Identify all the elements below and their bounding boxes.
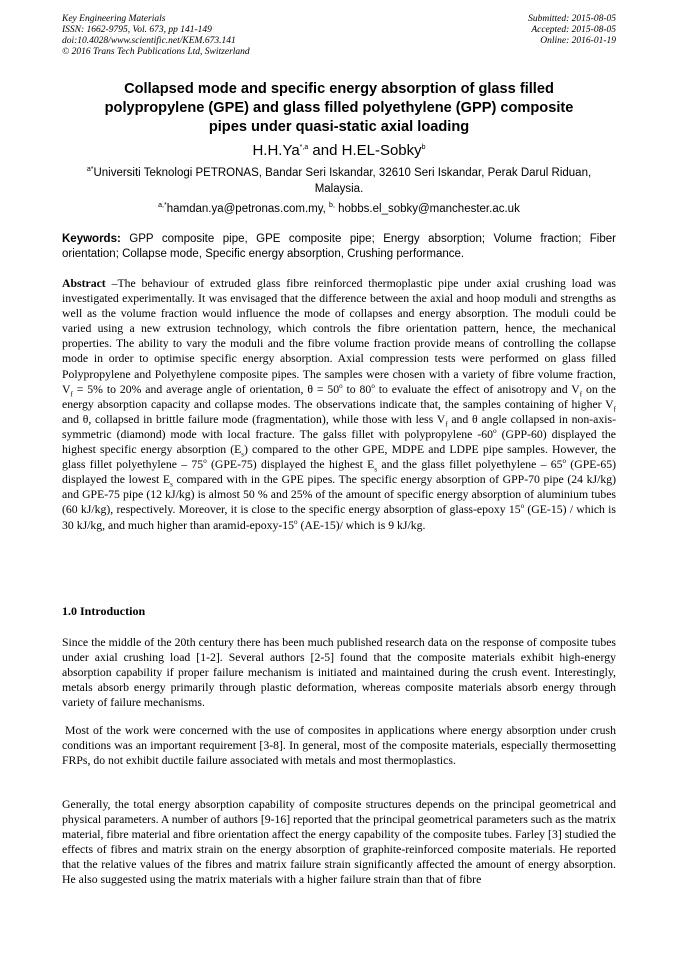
issn: ISSN: 1662-9795, Vol. 673, pp 141-149 (62, 25, 212, 35)
abstract-text: (GPE-65) displayed the lowest E (62, 458, 616, 487)
subscript-s: s (170, 480, 173, 489)
email-1-sup: a,* (158, 202, 167, 210)
online-date: Online: 2016-01-19 (540, 36, 616, 46)
abstract-label: Abstract (62, 277, 106, 290)
superscript-o: o (493, 427, 497, 436)
abstract-text: and θ, collapsed in brittle failure mode (fragmentation), while those with less V (62, 412, 446, 426)
author-emails (62, 201, 616, 217)
doi: doi:10.4028/www.scientific.net/KEM.673.141 (62, 36, 236, 46)
author-1-sup: *,a (299, 144, 309, 151)
superscript-o: o (371, 381, 375, 390)
accepted-date: Accepted: 2015-08-05 (531, 25, 616, 35)
keywords-label: Keywords: (62, 233, 121, 245)
section-heading-introduction: 1.0 Introduction (62, 604, 146, 618)
abstract-text: (GPP-60) displayed the highest specific energy absorption (E (62, 427, 617, 457)
abstract-text: on the energy absorption capacity and collapse modes. The observations indicate that, the samples containing of higher V (62, 382, 617, 411)
affiliation (80, 165, 598, 197)
superscript-o: o (294, 517, 298, 526)
abstract-text: (GPE-75) displayed the highest E (206, 458, 375, 472)
keywords (62, 232, 616, 262)
abstract-text: (AE-15)/ which is 9 kJ/kg. (297, 518, 426, 532)
author-and: and (312, 142, 338, 159)
journal-name: Key Engineering Materials (62, 14, 166, 24)
title-line-3: pipes under quasi-static axial loading (208, 119, 470, 135)
title-line-1: Collapsed mode and specific energy absorption of glass filled (124, 81, 554, 97)
intro-paragraph-3: Generally, the total energy absorption capability of composite structures depends on the principal geometrical and physical parameters. A number of authors [9-16] reported that the principal geometrical parameters such as the matrix material, fibre material and fibre orientation affect the energy capability of the composite tubes. Farley [3] studied the effects of fibres and matrix strain on the energy absorption of graphite-reinforced composite materials. He reported that the relative values of the fibres and matrix failure strain significantly affected the amount of energy absorption. He also suggested using the matrix materials with a higher failure strain than that of fibre (62, 798, 616, 887)
intro-paragraph-1: Since the middle of the 20th century there has been much published research data on the response of composite tubes under axial crushing load [1-2]. Several authors [2-5] found that the composite materials exhibit high-energy absorption capability if proper failure mechanism is initiated and maintained during the crush event. Interestingly, metals absorb energy primarily through plastic deformation, whereas composite materials absorb energy through variety of failure mechanisms. (62, 636, 616, 710)
abstract-text: = 5% to 20% and average angle of orientation, θ = 50 (72, 382, 340, 396)
intro-paragraph-2: Most of the work were concerned with the use of composites in applications where energy absorption under crush conditions was an important requirement [3-8]. In general, most of the composite materials, especially thermosetting FRPs, do not exhibit ductile failure associated with metals and most thermoplastics. (62, 724, 616, 768)
email-2-sup: b, (329, 202, 335, 210)
abstract-text: and the glass fillet polyethylene – 65 (377, 458, 563, 472)
affiliation-text: Universiti Teknologi PETRONAS, Bandar Seri Iskandar, 32610 Seri Iskandar, Perak Darul Riduan, Malaysia. (93, 167, 592, 195)
abstract-text: (GE-15) / which is 30 kJ/kg, and much higher than aramid-epoxy-15 (62, 503, 617, 532)
journal-header-left (62, 14, 250, 58)
author-2: H.EL-Sobky (341, 142, 422, 159)
copyright: © 2016 Trans Tech Publications Ltd, Switzerland (62, 47, 250, 57)
abstract-text: and θ angle collapsed in non-axis-symmetric (diamond) mode with local fracture. The galss fillet with polypropylene -60 (62, 412, 617, 441)
abstract-text: –The behaviour of extruded glass fibre reinforced thermoplastic pipe under axial crushing load was investigated experimentally. It was envisaged that the difference between the axial and hoop moduli and strengths as well as the volume fraction would influence the mode of collapses and energy absorption. The moduli could be varied using a new extrusion technology, which controls the fibre orientation pattern, hence, the mechanical properties. The ability to vary the moduli and the fibre volume fraction provide means of controlling the collapse mode in order to optimise specific energy absorption. Axial compression tests were performed on glass filled Polypropylene and Polyethylene composite pipes. The samples were chosen with a variety of fibre volume fraction, V (62, 277, 616, 396)
email-1[interactable]: hamdan.ya@petronas.com.my, (166, 203, 326, 215)
title-line-2: polypropylene (GPE) and glass filled polyethylene (GPP) composite (104, 100, 574, 116)
affiliation-sup: a* (86, 166, 94, 174)
abstract-text: to evaluate the effect of anisotropy and V (374, 382, 580, 396)
subscript-f: f (613, 405, 616, 414)
subscript-f: f (579, 390, 583, 398)
superscript-o: o (562, 457, 567, 466)
keywords-text: GPP composite pipe, GPE composite pipe; Energy absorption; Volume fraction; Fiber orientation; Collapse mode, Specific energy absorption, Crushing performance. (62, 233, 616, 260)
abstract-text: ) compared to the other GPE, MDPE and LDPE pipe samples. However, the glass fillet polyethylene – 75 (62, 443, 616, 472)
email-2[interactable]: hobbs.el_sobky@manchester.ac.uk (338, 203, 520, 215)
author-1: H.H.Ya (252, 142, 300, 159)
paper-title (62, 80, 616, 137)
journal-header-right (528, 14, 616, 47)
superscript-o: o (203, 457, 207, 466)
authors (62, 141, 616, 161)
subscript-s: s (241, 450, 245, 459)
subscript-s: s (374, 465, 378, 474)
superscript-o: o (339, 381, 343, 390)
abstract-text: compared with in the GPE pipes. The specific energy absorption of GPP-70 pipe (24 kJ/kg) and GPE-75 pipe (12 kJ/kg) is almost 50 % and 25% of the amount of specific energy absorption of aluminium tubes (60 kJ/kg), respectively. Moreover, it is close to the specific energy absorption of glass-epoxy 15 (62, 473, 616, 517)
superscript-o: o (520, 502, 525, 511)
subscript-f: f (70, 390, 73, 398)
abstract (62, 276, 616, 533)
subscript-f: f (445, 420, 448, 429)
author-2-sup: b (421, 144, 426, 151)
submitted-date: Submitted: 2015-08-05 (528, 14, 616, 24)
abstract-text: to 80 (342, 382, 372, 396)
